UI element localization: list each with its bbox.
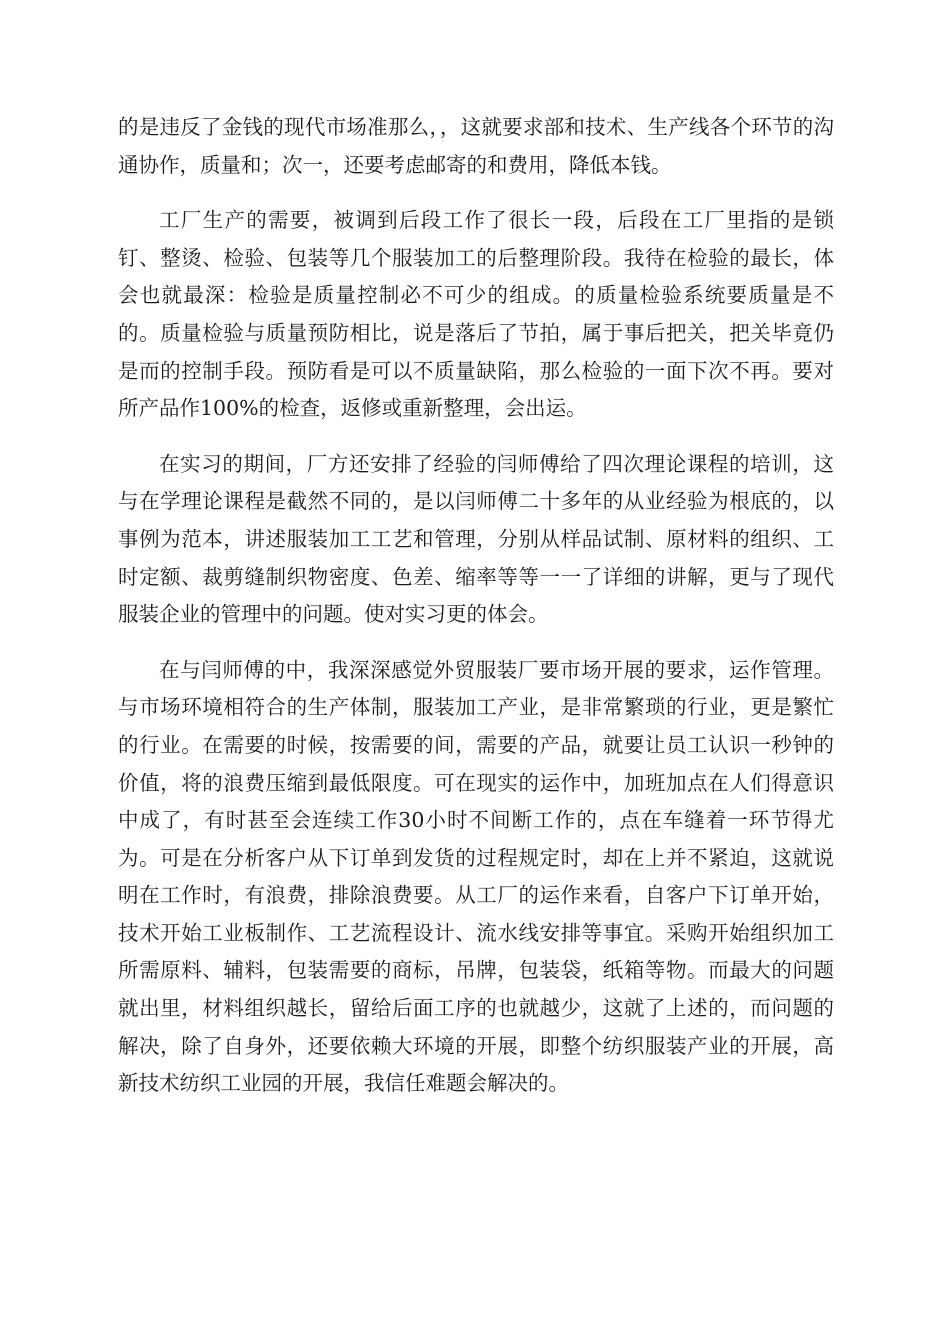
paragraph-3: 在实习的期间，厂方还安排了经验的闫师傅给了四次理论课程的培训，这与在学理论课程是截然不同的，是以闫师傅二十多年的从业经验为根底的，以事例为范本，讲述服装加工工艺和管理，分别从样品试制、原材料的组织、工时定额、裁剪缝制织物密度、色差、缩率等等一一了详细的讲解，更与了现代服装企业的管理中的问题。使对实习更的体会。 <box>118 451 834 627</box>
document-body <box>118 109 834 1121</box>
paragraph-1: 的是违反了金钱的现代市场准那么，，这就要求部和技术、生产线各个环节的沟通协作，质量和；次一，还要考虑邮寄的和费用，降低本钱。 <box>118 115 834 177</box>
paragraph-2: 工厂生产的需要，被调到后段工作了很长一段，后段在工厂里指的是锁钉、整烫、检验、包装等几个服装加工的后整理阶段。我待在检验的最长，体会也就最深：检验是质量控制必不可少的组成。的质量检验系统要质量是不的。质量检验与质量预防相比，说是落后了节拍，属于事后把关，把关毕竟仍是而的控制手段。预防看是可以不质量缺陷，那么检验的一面下次不再。要对所产品作100%的检查，返修或重新整理，会出运。 <box>118 208 834 421</box>
paragraph-4: 在与闫师傅的中，我深深感觉外贸服装厂要市场开展的要求，运作管理。与市场环境相符合的生产体制，服装加工产业，是非常繁琐的行业，更是繁忙的行业。在需要的时候，按需要的间，需要的产品，就要让员工认识一秒钟的价值，将的浪费压缩到最低限度。可在现实的运作中，加班加点在人们得意识中成了，有时甚至会连续工作30小时不间断工作的，点在车缝着一环节得尤为。可是在分析客户从下订单到发货的过程规定时，却在上并不紧迫，这就说明在工作时，有浪费，排除浪费要。从工厂的运作来看，自客户下订单开始，技术开始工业板制作、工艺流程设计、流水线安排等事宜。采购开始组织加工所需原料、辅料，包装需要的商标，吊牌，包装袋，纸箱等物。而最大的问题就出里，材料组织越长，留给后面工序的也就越少，这就了上述的，而问题的解决，除了自身外，还要依赖大环境的开展，即整个纺织服装产业的开展，高新技术纺织工业园的开展，我信任难题会解决的。 <box>118 657 834 1096</box>
